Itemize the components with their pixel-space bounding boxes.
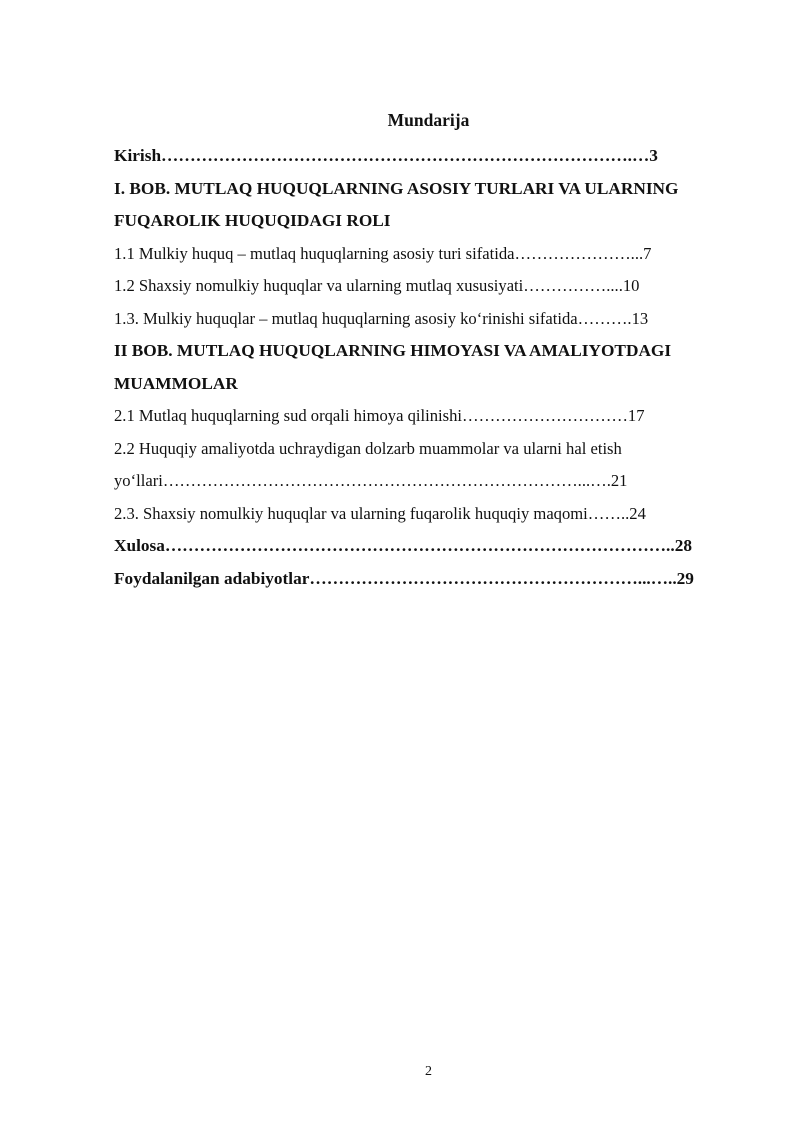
toc-entry-2-3: 2.3. Shaxsiy nomulkiy huquqlar va ularning fuqarolik huquqiy maqomi……..24: [114, 503, 646, 523]
toc-entry-conclusion: Xulosa……………………………………………………………………………..28: [114, 536, 692, 555]
toc-entry-1-1: 1.1 Mulkiy huquq – mutlaq huquqlarning asosiy turi sifatida…………………...7: [114, 243, 652, 263]
toc-entry-references: Foydalanilgan adabiyotlar…………………………………………………...…..29: [114, 568, 694, 588]
toc-chapter-1-heading-cont: FUQAROLIK HUQUQIDAGI ROLI: [114, 211, 391, 230]
toc-entry-2-1: 2.1 Mutlaq huquqlarning sud orqali himoya qilinishi…………………………17: [114, 406, 645, 425]
table-of-contents: [114, 140, 754, 595]
toc-chapter-2-heading: II BOB. MUTLAQ HUQUQLARNING HIMOYASI VA AMALIYOTDAGI: [114, 341, 672, 360]
toc-entry-1-3: 1.3. Mulkiy huquqlar – mutlaq huquqlarning asosiy koʻrinishi sifatida……….13: [114, 308, 649, 328]
toc-entry-1-2: 1.2 Shaxsiy nomulkiy huquqlar va ularning mutlaq xususiyati……………....10: [114, 276, 640, 295]
toc-entry-2-2: 2.2 Huquqiy amaliyotda uchraydigan dolzarb muammolar va ularni hal etish: [114, 438, 622, 458]
toc-entry-introduction: Kirish……………………………………………………………………….…3: [114, 146, 658, 165]
toc-chapter-1-heading: I. BOB. MUTLAQ HUQUQLARNING ASOSIY TURLARI VA ULARNING: [114, 178, 679, 198]
toc-entry-2-2-cont: yoʻllari…………………………………………………………………...….21: [114, 471, 628, 490]
toc-title: Mundarija: [387, 110, 470, 130]
page-number: 2: [425, 1064, 432, 1079]
toc-chapter-2-heading-cont: MUAMMOLAR: [114, 373, 238, 393]
